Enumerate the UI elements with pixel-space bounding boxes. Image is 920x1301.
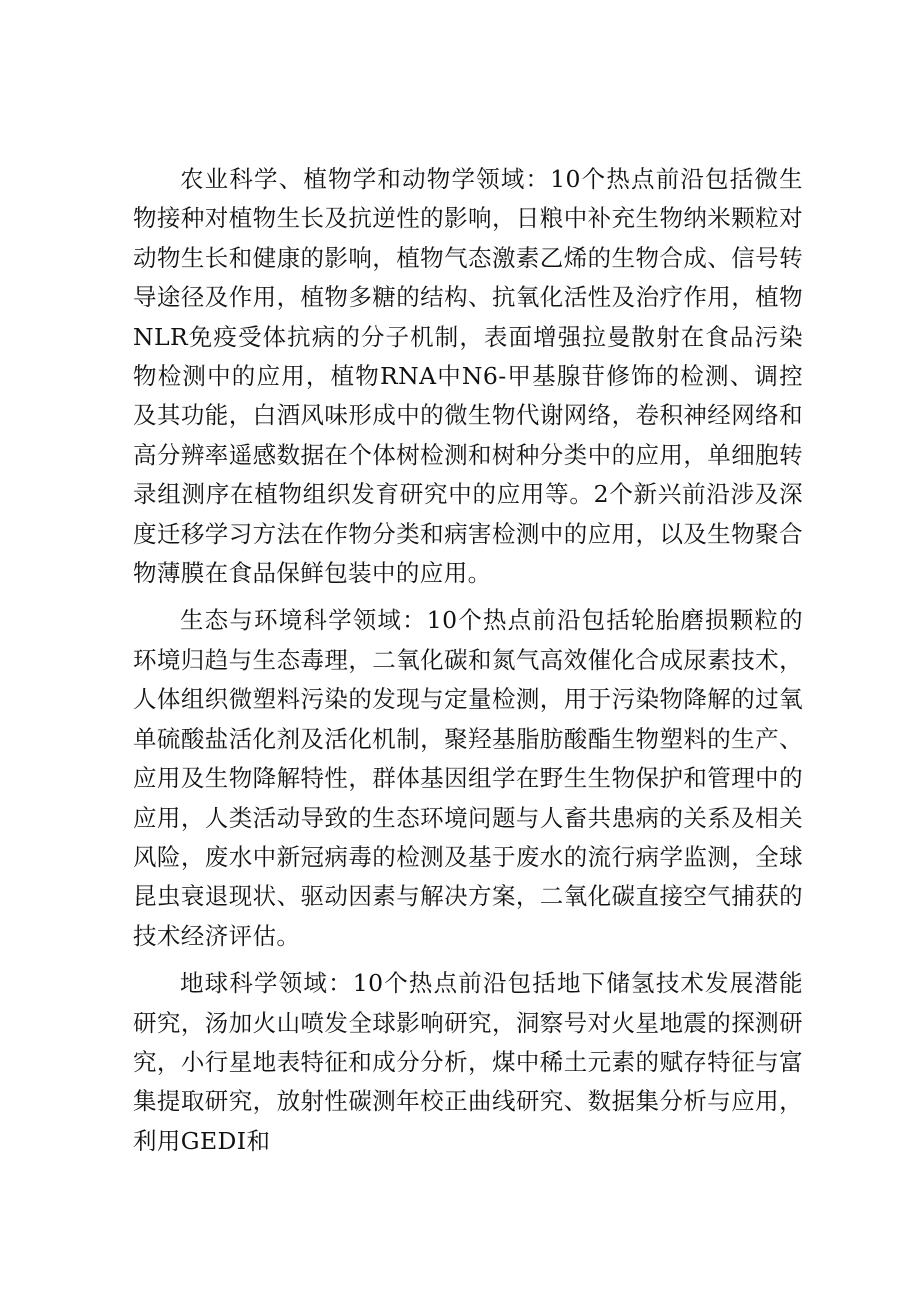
paragraph-ecology-environment: 生态与环境科学领域：10个热点前沿包括轮胎磨损颗粒的环境归趋与生态毒理，二氧化碳和氮气高效催化合成尿素技术，人体组织微塑料污染的发现与定量检测，用于污染物降解的过氧单硫酸盐活化剂及活化机制，聚羟基脂肪酸酯生物塑料的生产、应用及生物降解特性，群体基因组学在野生生物保护和管理中的应用，人类活动导致的生态环境问题与人畜共患病的关系及相关风险，废水中新冠病毒的检测及基于废水的流行病学监测，全球昆虫衰退现状、驱动因素与解决方案，二氧化碳直接空气捕获的技术经济评估。 [133,606,803,950]
paragraph-earth-science: 地球科学领域：10个热点前沿包括地下储氢技术发展潜能研究，汤加火山喷发全球影响研究，洞察号对火星地震的探测研究，小行星地表特征和成分分析，煤中稀土元素的赋存特征与富集提取研究，放射性碳测年校正曲线研究、数据集分析与应用，利用GEDI和 [133,969,803,1155]
document-body [133,160,803,1169]
paragraph-agriculture: 农业科学、植物学和动物学领域：10个热点前沿包括微生物接种对植物生长及抗逆性的影响，日粮中补充生物纳米颗粒对动物生长和健康的影响，植物气态激素乙烯的生物合成、信号转导途径及作用，植物多糖的结构、抗氧化活性及治疗作用，植物NLR免疫受体抗病的分子机制，表面增强拉曼散射在食品污染物检测中的应用，植物RNA中N6-甲基腺苷修饰的检测、调控及其功能，白酒风味形成中的微生物代谢网络，卷积神经网络和高分辨率遥感数据在个体树检测和树种分类中的应用，单细胞转录组测序在植物组织发育研究中的应用等。2个新兴前沿涉及深度迁移学习方法在作物分类和病害检测中的应用，以及生物聚合物薄膜在食品保鲜包装中的应用。 [133,165,803,588]
